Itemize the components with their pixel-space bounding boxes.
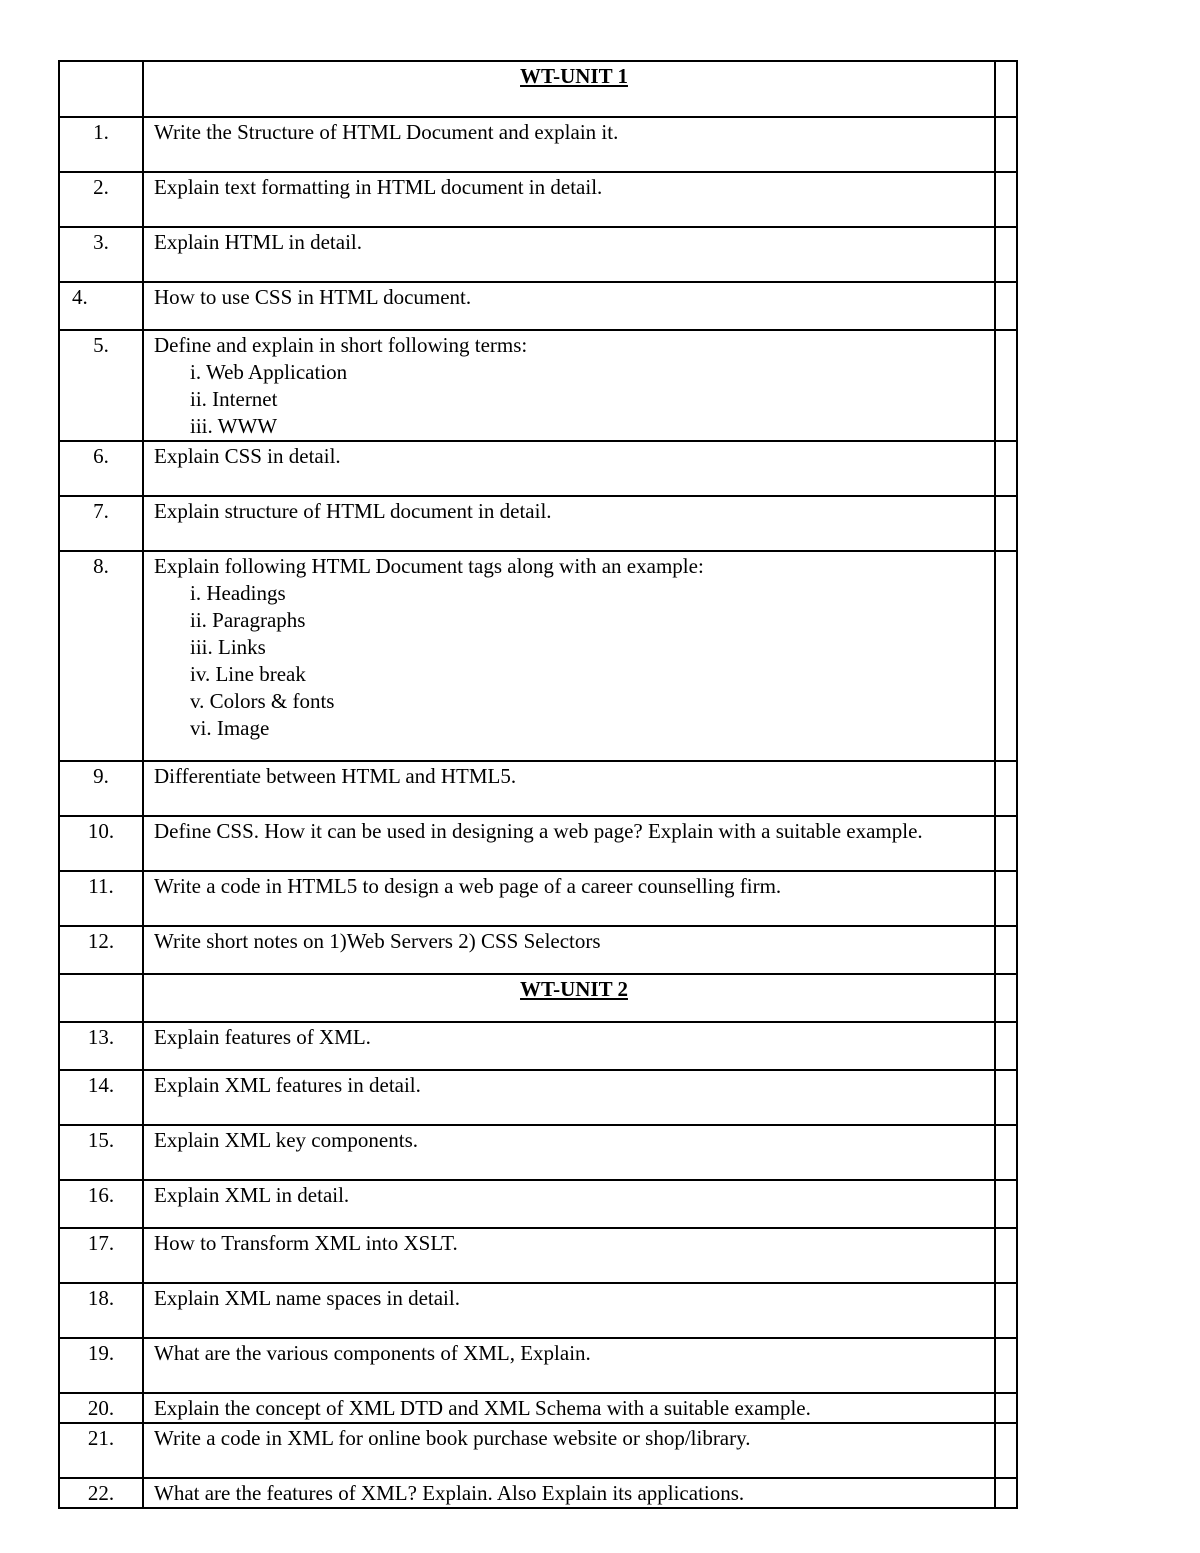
question-row: [59, 1228, 1017, 1283]
question-subitem: v. Colors & fonts: [190, 689, 335, 713]
side-cell: [995, 1478, 1017, 1508]
question-number: 18.: [59, 1283, 143, 1338]
question-cell: [143, 1070, 995, 1125]
question-subitem: ii. Paragraphs: [190, 608, 306, 632]
question-text: Define CSS. How it can be used in designing a web page? Explain with a suitable example.: [154, 819, 923, 843]
question-text: Explain features of XML.: [154, 1025, 371, 1049]
question-text: How to Transform XML into XSLT.: [154, 1231, 458, 1255]
question-number: 17.: [59, 1228, 143, 1283]
side-cell: [995, 816, 1017, 871]
question-cell: [143, 1423, 995, 1478]
side-cell: [995, 551, 1017, 761]
question-row: [59, 816, 1017, 871]
question-text: What are the various components of XML, Explain.: [154, 1341, 591, 1365]
side-cell: [995, 441, 1017, 496]
question-number: 1.: [59, 117, 143, 172]
question-row: [59, 1423, 1017, 1478]
question-text: Write a code in XML for online book purchase website or shop/library.: [154, 1426, 751, 1450]
question-text: Write short notes on 1)Web Servers 2) CSS Selectors: [154, 929, 601, 953]
question-number: 3.: [59, 227, 143, 282]
question-number: 5.: [59, 330, 143, 441]
side-cell: [995, 1393, 1017, 1423]
question-text: Explain following HTML Document tags along with an example:: [154, 554, 704, 578]
question-row: [59, 227, 1017, 282]
question-cell: [143, 117, 995, 172]
question-cell: [143, 1125, 995, 1180]
question-cell: [143, 551, 995, 761]
question-cell: [143, 1338, 995, 1393]
question-row: [59, 1393, 1017, 1423]
question-number: 11.: [59, 871, 143, 926]
question-cell: [143, 1180, 995, 1228]
question-row: [59, 871, 1017, 926]
question-cell: [143, 282, 995, 330]
question-row: [59, 496, 1017, 551]
question-table-body: [59, 61, 1017, 1508]
question-cell: [143, 1022, 995, 1070]
question-number: 20.: [59, 1393, 143, 1423]
question-text: Explain the concept of XML DTD and XML Schema with a suitable example.: [154, 1396, 811, 1420]
question-text: Define and explain in short following terms:: [154, 333, 528, 357]
unit-header-row: [59, 61, 1017, 117]
side-cell: [995, 282, 1017, 330]
side-cell: [995, 1070, 1017, 1125]
question-text: Explain XML name spaces in detail.: [154, 1286, 460, 1310]
side-cell: [995, 1283, 1017, 1338]
question-cell: [143, 441, 995, 496]
question-text: Write a code in HTML5 to design a web page of a career counselling firm.: [154, 874, 782, 898]
side-cell: [995, 1125, 1017, 1180]
question-text: Explain text formatting in HTML document in detail.: [154, 175, 603, 199]
question-text: How to use CSS in HTML document.: [154, 285, 472, 309]
question-number: 2.: [59, 172, 143, 227]
question-subitem: vi. Image: [190, 716, 270, 740]
side-cell: [995, 117, 1017, 172]
question-row: [59, 1283, 1017, 1338]
question-text: Explain XML key components.: [154, 1128, 419, 1152]
unit-title: WT-UNIT 1: [143, 61, 995, 117]
question-subitem: iv. Line break: [190, 662, 306, 686]
side-cell: [995, 974, 1017, 1022]
question-number: 4.: [59, 282, 143, 330]
side-cell: [995, 172, 1017, 227]
question-table: [58, 60, 1018, 1509]
question-subitem: i. Web Application: [190, 360, 348, 384]
side-cell: [995, 871, 1017, 926]
side-cell: [995, 926, 1017, 974]
question-number: 19.: [59, 1338, 143, 1393]
question-cell: [143, 227, 995, 282]
question-text: Explain CSS in detail.: [154, 444, 341, 468]
question-number: 15.: [59, 1125, 143, 1180]
side-cell: [995, 330, 1017, 441]
unit-header-number-cell: [59, 974, 143, 1022]
question-cell: [143, 1228, 995, 1283]
question-row: [59, 1180, 1017, 1228]
question-row: [59, 330, 1017, 441]
question-number: 21.: [59, 1423, 143, 1478]
side-cell: [995, 1423, 1017, 1478]
question-row: [59, 1125, 1017, 1180]
question-cell: [143, 926, 995, 974]
question-number: 16.: [59, 1180, 143, 1228]
question-row: [59, 761, 1017, 816]
question-number: 14.: [59, 1070, 143, 1125]
side-cell: [995, 1180, 1017, 1228]
question-row: [59, 172, 1017, 227]
question-number: 7.: [59, 496, 143, 551]
question-sheet: [58, 60, 1008, 1509]
unit-header-row: [59, 974, 1017, 1022]
question-cell: [143, 1478, 995, 1508]
side-cell: [995, 496, 1017, 551]
question-number: 12.: [59, 926, 143, 974]
question-cell: [143, 1283, 995, 1338]
question-subitem: ii. Internet: [190, 387, 278, 411]
question-row: [59, 1070, 1017, 1125]
question-text: What are the features of XML? Explain. Also Explain its applications.: [154, 1481, 745, 1505]
question-number: 22.: [59, 1478, 143, 1508]
question-subitem: iii. Links: [190, 635, 266, 659]
question-cell: [143, 1393, 995, 1423]
question-text: Explain structure of HTML document in detail.: [154, 499, 552, 523]
question-text: Explain XML features in detail.: [154, 1073, 421, 1097]
question-number: 8.: [59, 551, 143, 761]
side-cell: [995, 1228, 1017, 1283]
side-cell: [995, 1022, 1017, 1070]
question-cell: [143, 816, 995, 871]
question-subitem: i. Headings: [190, 581, 286, 605]
side-cell: [995, 761, 1017, 816]
side-cell: [995, 1338, 1017, 1393]
unit-header-number-cell: [59, 61, 143, 117]
question-text: Differentiate between HTML and HTML5.: [154, 764, 517, 788]
question-number: 10.: [59, 816, 143, 871]
question-number: 13.: [59, 1022, 143, 1070]
question-number: 6.: [59, 441, 143, 496]
question-row: [59, 282, 1017, 330]
question-text: Write the Structure of HTML Document and explain it.: [154, 120, 619, 144]
question-text: Explain XML in detail.: [154, 1183, 350, 1207]
question-cell: [143, 172, 995, 227]
question-row: [59, 441, 1017, 496]
question-cell: [143, 871, 995, 926]
question-number: 9.: [59, 761, 143, 816]
question-row: [59, 926, 1017, 974]
question-cell: [143, 761, 995, 816]
side-cell: [995, 61, 1017, 117]
unit-title: WT-UNIT 2: [143, 974, 995, 1022]
question-cell: [143, 496, 995, 551]
side-cell: [995, 227, 1017, 282]
question-row: [59, 551, 1017, 761]
question-row: [59, 1338, 1017, 1393]
question-cell: [143, 330, 995, 441]
question-row: [59, 1022, 1017, 1070]
question-row: [59, 1478, 1017, 1508]
question-subitem: iii. WWW: [190, 414, 278, 438]
question-text: Explain HTML in detail.: [154, 230, 363, 254]
question-row: [59, 117, 1017, 172]
